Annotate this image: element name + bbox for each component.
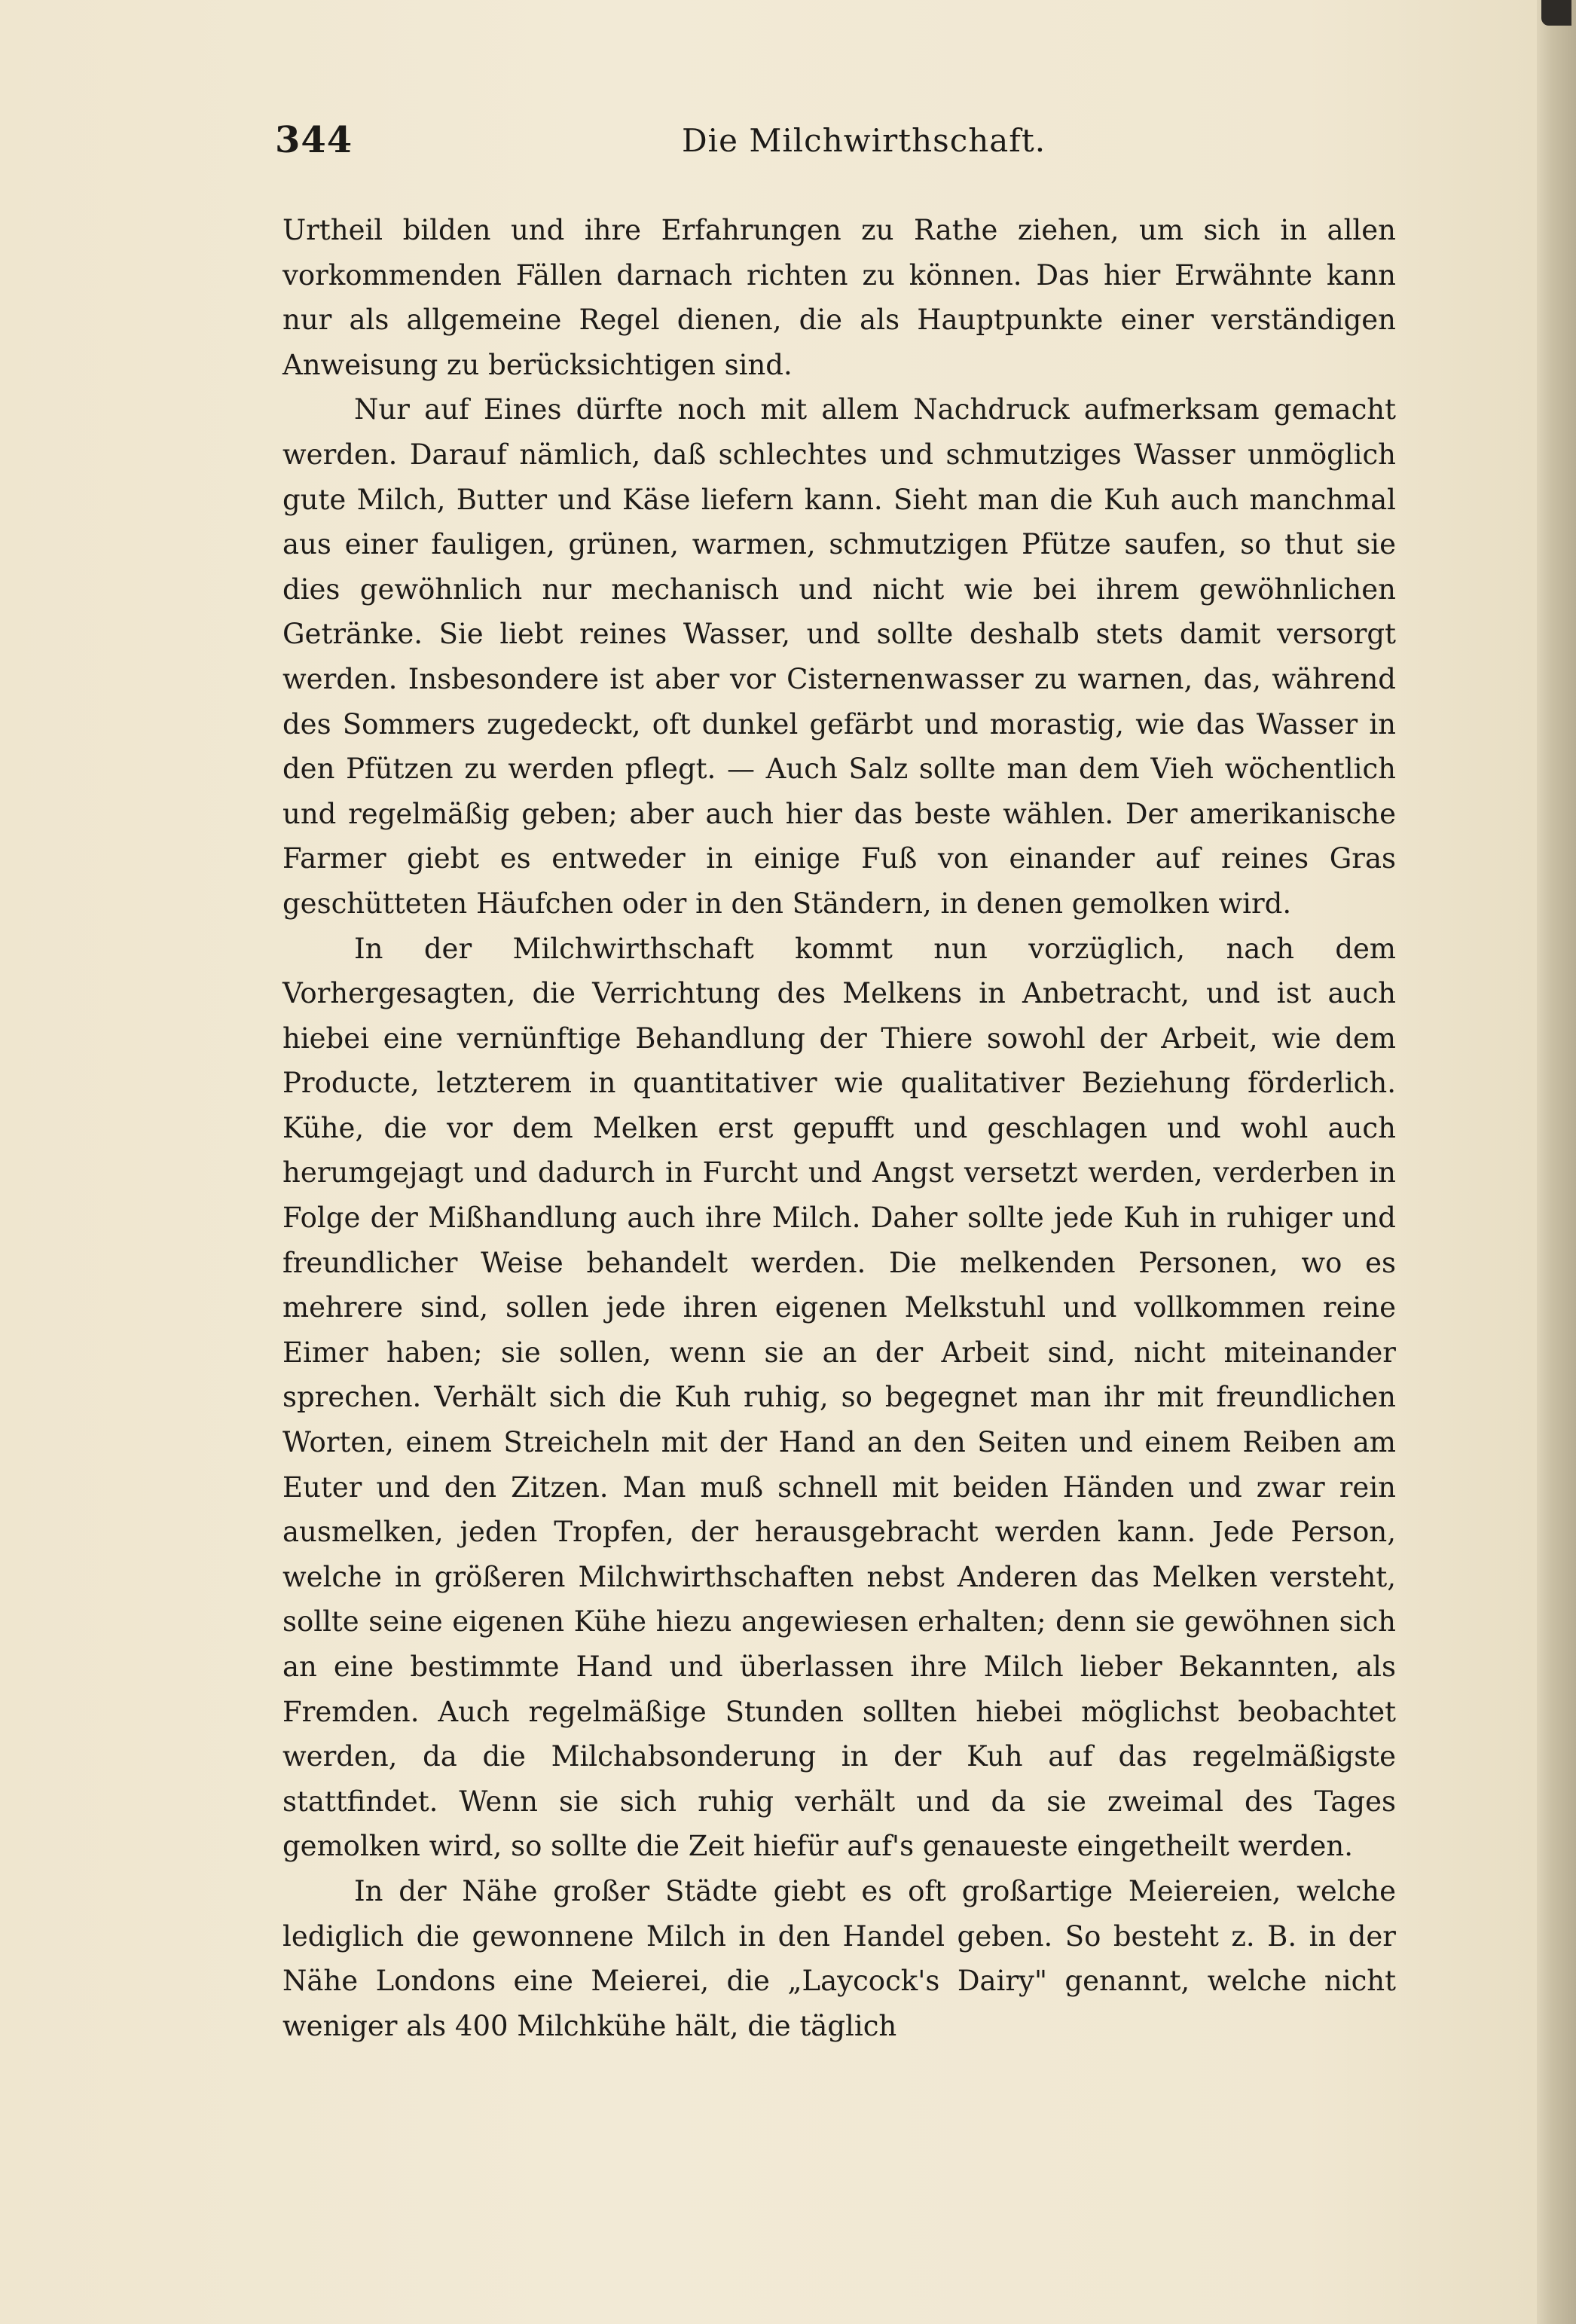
body-text — [283, 208, 1396, 2048]
paragraph: Urtheil bilden und ihre Erfahrungen zu Rathe ziehen, um sich in allen vorkommenden Fällen darnach richten zu können. Das hier Erwähnte kann nur als allgemeine Regel dienen, die als Hauptpunkte einer verständigen Anweisung zu berücksichtigen sind. — [283, 214, 1396, 381]
page-header — [275, 119, 1386, 179]
paragraph: In der Nähe großer Städte giebt es oft großartige Meiereien, welche lediglich die gewonnene Milch in den Handel geben. So besteht z. B. in der Nähe Londons eine Meierei, die „Laycock's Dairy" genannt, welche nicht weniger als 400 Milchkühe hält, die täglich — [283, 1874, 1396, 2042]
paragraph: Nur auf Eines dürfte noch mit allem Nachdruck aufmerksam gemacht werden. Darauf nämlich, daß schlechtes und schmutziges Wasser unmöglich gute Milch, Butter und Käse liefern kann. Sieht man die Kuh auch manchmal aus einer fauligen, grünen, warmen, schmutzigen Pfütze saufen, so thut sie dies gewöhnlich nur mechanisch und nicht wie bei ihrem gewöhnlichen Getränke. Sie liebt reines Wasser, und sollte deshalb stets damit versorgt werden. Insbesondere ist aber vor Cisternenwasser zu warnen, das, während des Sommers zugedeckt, oft dunkel gefärbt und morastig, wie das Wasser in den Pfützen zu werden pflegt. — Auch Salz sollte man dem Vieh wöchentlich und regelmäßig geben; aber auch hier das beste wählen. Der amerikanische Farmer giebt es entweder in einige Fuß von einander auf reines Gras geschütteten Häufchen oder in den Ständern, in denen gemolken wird. — [283, 393, 1396, 920]
paragraph: In der Milchwirthschaft kommt nun vorzüglich, nach dem Vorhergesagten, die Verrichtung des Melkens in Anbetracht, und ist auch hiebei eine vernünftige Behandlung der Thiere sowohl der Arbeit, wie dem Producte, letzterem in quantitativer wie qualitativer Beziehung förderlich. Kühe, die vor dem Melken erst gepufft und geschlagen und wohl auch herumgejagt und dadurch in Furcht und Angst versetzt werden, verderben in Folge der Mißhandlung auch ihre Milch. Daher sollte jede Kuh in ruhiger und freundlicher Weise behandelt werden. Die melkenden Personen, wo es mehrere sind, sollen jede ihren eigenen Melkstuhl und vollkommen reine Eimer haben; sie sollen, wenn sie an der Arbeit sind, nicht miteinander sprechen. Verhält sich die Kuh ruhig, so begegnet man ihr mit freundlichen Worten, einem Streicheln mit der Hand an den Seiten und einem Reiben am Euter und den Zitzen. Man muß schnell mit beiden Händen und zwar rein ausmelken, jeden Tropfen, der herausgebracht werden kann. Jede Person, welche in größeren Milchwirthschaften nebst Anderen das Melken versteht, sollte seine eigenen Kühe hiezu angewiesen erhalten; denn sie gewöhnen sich an eine bestimmte Hand und überlassen ihre Milch lieber Bekannten, als Fremden. Auch regelmäßige Stunden sollten hiebei möglichst beobachtet werden, da die Milchabsonderung in der Kuh auf das regelmäßigste stattfindet. Wenn sie sich ruhig verhält und da sie zweimal des Tages gemolken wird, so sollte die Zeit hiefür auf's genaueste eingetheilt werden. — [283, 932, 1396, 1863]
page-edge — [1537, 0, 1576, 2324]
edge-mark — [1541, 0, 1571, 26]
running-title: Die Milchwirthschaft. — [682, 122, 1046, 159]
page-number: 344 — [275, 119, 353, 161]
